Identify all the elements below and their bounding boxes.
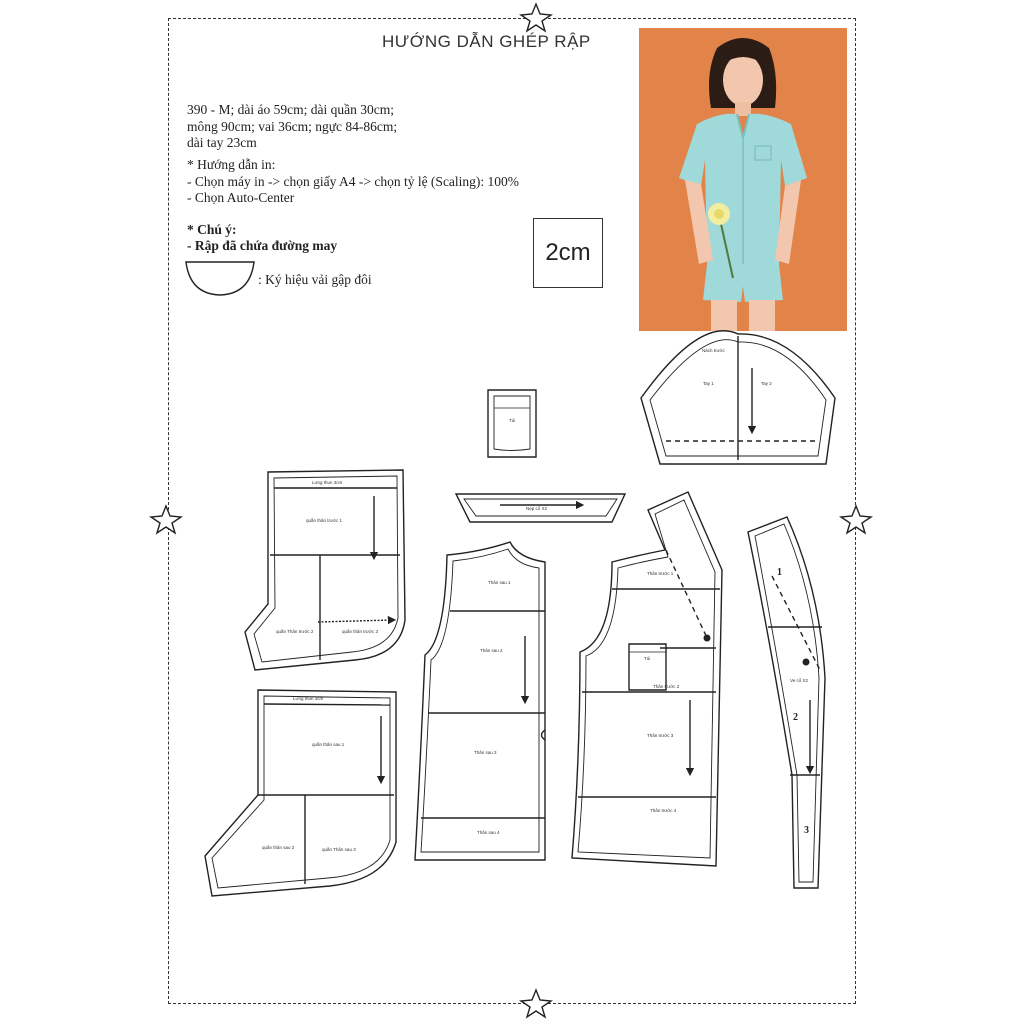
front-body-label: Thân trước 3 bbox=[647, 733, 674, 738]
back-body-label: Thân sau 3 bbox=[474, 750, 497, 755]
shorts-front-label: quần Thân trước 2 bbox=[276, 629, 314, 634]
shorts-front-label: quần thân trước 1 bbox=[306, 518, 342, 523]
star-icon bbox=[521, 4, 551, 31]
shorts-back-piece bbox=[205, 690, 396, 896]
shorts-back-label: quần thân sau 2 bbox=[262, 845, 295, 850]
facing-number: 1 bbox=[777, 567, 782, 578]
shorts-back-label: quần thân sau 1 bbox=[312, 742, 345, 747]
spec-line: dài tay 23cm bbox=[187, 135, 257, 150]
collar-band-label: Nẹp cổ X2 bbox=[526, 506, 548, 511]
facing-label: Ve cổ X2 bbox=[790, 678, 809, 683]
notch-mark bbox=[704, 635, 711, 642]
front-body-label: Thân trước 4 bbox=[650, 808, 677, 813]
shorts-front-piece bbox=[245, 470, 405, 670]
shorts-back-label: quần Thân sau 3 bbox=[322, 847, 356, 852]
facing-number: 2 bbox=[793, 712, 798, 723]
front-body-label: Thân trước 2 bbox=[653, 684, 680, 689]
sleeve-label: Tay 1 bbox=[703, 381, 714, 386]
pocket-label: Túi bbox=[509, 418, 516, 423]
page-title: HƯỚNG DẪN GHÉP RẬP bbox=[382, 32, 591, 51]
back-body-piece bbox=[415, 542, 545, 860]
back-body-label: Thân sau 1 bbox=[488, 580, 511, 585]
shorts-front-label: Lưng thun 3cm bbox=[312, 480, 343, 485]
front-body-label: Túi bbox=[644, 656, 651, 661]
back-body-label: Thân sau 4 bbox=[477, 830, 500, 835]
star-icon bbox=[521, 990, 551, 1017]
fold-symbol-icon bbox=[186, 262, 254, 295]
print-guide-heading: * Hướng dẫn in: bbox=[187, 157, 276, 172]
print-guide-step: - Chọn Auto-Center bbox=[187, 190, 295, 205]
print-guide-step: - Chọn máy in -> chọn giấy A4 -> chọn tỷ lệ (Scaling): 100% bbox=[187, 173, 520, 189]
back-body-label: Thân sau 2 bbox=[480, 648, 503, 653]
notch-mark bbox=[803, 659, 810, 666]
sleeve-piece bbox=[641, 331, 835, 464]
note-heading: * Chú ý: bbox=[187, 222, 237, 237]
facing-piece bbox=[748, 517, 825, 888]
pocket-piece bbox=[488, 390, 536, 457]
scale-box: 2cm bbox=[533, 218, 603, 288]
shorts-back-label: Lưng thun 3cm bbox=[293, 696, 324, 701]
front-body-label: Thân trước 1 bbox=[647, 571, 674, 576]
spec-line: 390 - M; dài áo 59cm; dài quần 30cm; bbox=[187, 102, 394, 117]
shorts-front-label: quần thân trước 3 bbox=[342, 629, 378, 634]
fold-symbol-label: : Ký hiệu vải gập đôi bbox=[258, 272, 372, 287]
front-body-piece bbox=[572, 492, 722, 866]
sleeve-label: Tay 2 bbox=[761, 381, 772, 386]
facing-number: 3 bbox=[804, 825, 809, 836]
sleeve-label: Nách trước bbox=[702, 348, 725, 353]
star-icon bbox=[151, 506, 181, 533]
note-line: - Rập đã chứa đường may bbox=[187, 238, 338, 253]
star-icon bbox=[841, 506, 871, 533]
spec-line: mông 90cm; vai 36cm; ngực 84-86cm; bbox=[187, 118, 398, 134]
